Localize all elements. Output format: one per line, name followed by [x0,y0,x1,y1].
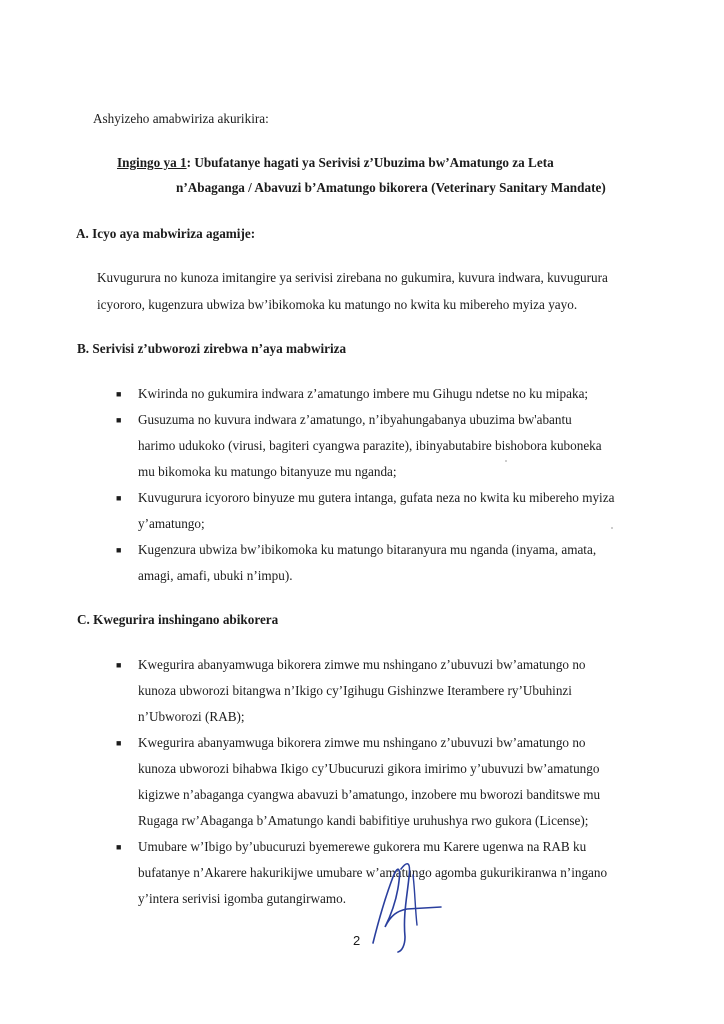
section-c-bullet-line: Kwegurira abanyamwuga bikorera zimwe mu nshingano z’ubuvuzi bw’amatungo no [138,657,586,672]
section-b-bullet-line: Kwirinda no gukumira indwara z’amatungo imbere mu Gihugu ndetse no ku mipaka; [138,386,589,401]
section-a-paragraph-line: Kuvugurura no kunoza imitangire ya serivisi zirebana no gukumira, kuvura indwara, kuvugurura [97,270,608,285]
section-c-bullet-line: kunoza ubworozi bihabwa Ikigo cy’Ubucuruzi gikora imirimo y’ubuvuzi bw’amatungo [138,761,600,776]
article-label: Ingingo ya 1 [117,155,187,170]
article-title-line2: n’Abaganga / Abavuzi b’Amatungo bikorera (Veterinary Sanitary Mandate) [176,180,606,195]
section-c-bullet-line: kigizwe n’abaganga cyangwa abavuzi b’amatungo, inzobere mu bworozi banditswe mu [138,787,601,802]
page-number: 2 [353,933,361,948]
section-a-heading: A. Icyo aya mabwiriza agamije: [76,226,256,241]
bullet-marker-icon: ■ [116,389,122,399]
handwritten-signature [355,855,445,955]
section-c-heading: C. Kwegurira inshingano abikorera [77,612,279,627]
section-b-bullet-line: Gusuzuma no kuvura indwara z’amatungo, n’ibyahungabanya ubuzima bw'abantu [138,412,572,427]
section-b-bullet-line: Kugenzura ubwiza bw’ibikomoka ku matungo bitaranyura mu nganda (inyama, amata, [138,542,597,557]
section-b-bullet-line: amagi, amafi, ubuki n’impu). [138,568,293,583]
article-colon: : [186,155,192,170]
article-title-line1: Ubufatanye hagati ya Serivisi z’Ubuzima bw’Amatungo za Leta [191,155,554,170]
bullet-marker-icon: ■ [116,415,122,425]
section-c-bullet-line: kunoza ubworozi bitangwa n’Ikigo cy’Igihugu Gishinzwe Iterambere ry’Ubuhinzi [138,683,572,698]
section-b-bullet-line: mu bikomoka ku matungo bitanyuze mu nganda; [138,464,397,479]
scan-speck [505,460,507,462]
bullet-marker-icon: ■ [116,493,122,503]
section-b-bullet-line: Kuvugurura icyororo binyuze mu gutera intanga, gufata neza no kwita ku mibereho myiza [138,490,615,505]
section-c-bullet-line: bufatanye n’Akarere hakurikijwe umubare w’amatungo agomba gukurikiranwa n’ingano [138,865,608,880]
section-c-bullet-line: Rugaga rw’Abaganga b’Amatungo kandi babifitiye uruhushya rwo gukora (License); [138,813,589,828]
section-a-paragraph-line: icyororo, kugenzura ubwiza bw’ibikomoka ku matungo no kwita ku mibereho myiza yayo. [97,297,578,312]
section-b-heading: B. Serivisi z’ubworozi zirebwa n’aya mabwiriza [77,341,347,356]
bullet-marker-icon: ■ [116,842,122,852]
bullet-marker-icon: ■ [116,660,122,670]
section-b-bullet-line: harimo udukoko (virusi, bagiteri cyangwa parazite), ibinyabutabire bishobora kuboneka [138,438,602,453]
bullet-marker-icon: ■ [116,545,122,555]
section-c-bullet-line: Kwegurira abanyamwuga bikorera zimwe mu nshingano z’ubuvuzi bw’amatungo no [138,735,586,750]
section-c-bullet-line: y’intera serivisi igomba gutangirwamo. [138,891,347,906]
scan-speck [611,527,613,529]
section-b-bullet-line: y’amatungo; [138,516,205,531]
section-c-bullet-line: Umubare w’Ibigo by’ubucuruzi byemerewe gukorera mu Karere ugenwa na RAB ku [138,839,587,854]
intro-line: Ashyizeho amabwiriza akurikira: [93,111,269,126]
section-c-bullet-line: n’Ubworozi (RAB); [138,709,245,724]
bullet-marker-icon: ■ [116,738,122,748]
article-heading [117,155,554,171]
